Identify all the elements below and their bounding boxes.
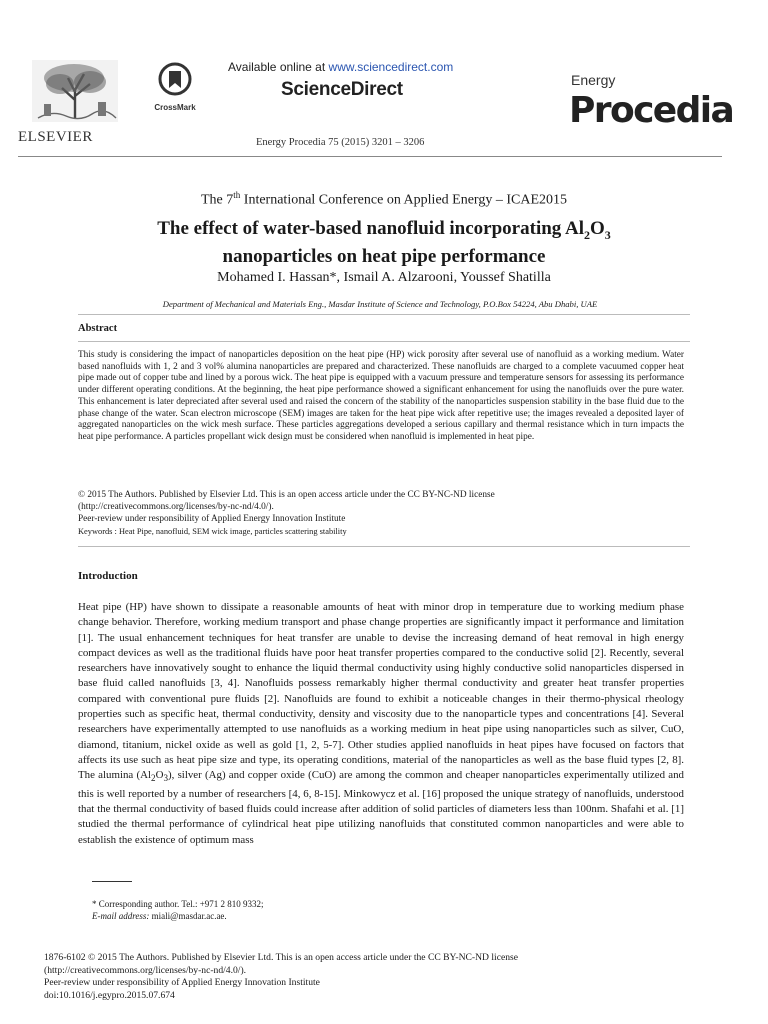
abstract-divider — [78, 314, 690, 315]
intro-subscript: 2 — [151, 773, 156, 784]
intro-text-part1: Heat pipe (HP) have shown to dissipate a reasonable amounts of heat with minor drop in temperature due to working medium phase change behavior. Therefore, working medium transport and phase change properties are significantly impact it performance and limitation [1]. The usual enhancement techniques for heat transfer are unable to devise the increasing demand of heat removal in high energy compact devices as well as the traditional fluids have poor heat transfer properties compared to the conductive solid [2]. Recently, several researchers have innovatively sought to enhance the liquid thermal conductivity using highly conductive solid nanoparticles dispersed in base fluid called nanofluids [3, 4]. Nanofluids possess remarkably higher thermal conductivity and greater heat transfer properties compared with conventional pure fluids [2]. Nanofluids are found to exhibit a noticeable changes in their thermo-physical rheology properties such as specific heat, thermal conductivity, density and viscosity due to the nanoparticle types and concentrations [4]. Several researchers have experimentally attempted to use nanofluids as a working medium in heat pipe using nanoparticles such as silver, CuO, diamond, titanium, nickel oxide as well as gold [1, 2, 5-7]. Other studies applied nanofluids in heat pipes have focused on factors that affects its use such as heat pipe size and type, its operating conditions, material of the nanoparticles as well as the base fluid types [2, 8]. The alumina (Al — [78, 601, 684, 782]
conference-line — [0, 190, 768, 209]
title-subscript: 3 — [604, 227, 611, 242]
copyright-line: © 2015 The Authors. Published by Elsevier Ltd. This is an open access article under the CC BY-NC-ND license — [78, 490, 495, 500]
journal-label: Energy — [571, 72, 616, 88]
crossmark-label: CrossMark — [154, 103, 196, 112]
footer-license-link[interactable]: (http://creativecommons.org/licenses/by-nc-nd/4.0/). — [44, 964, 247, 976]
conference-ordinal: th — [233, 190, 241, 200]
journal-wordmark: Procedia — [569, 90, 734, 131]
email-address[interactable]: miali@masdar.ac.ae. — [149, 911, 227, 921]
page-footer — [44, 952, 518, 1002]
publisher-name: ELSEVIER — [18, 129, 93, 145]
abstract-body — [78, 350, 684, 444]
availability-line — [228, 60, 453, 74]
elsevier-logo — [18, 60, 130, 150]
title-subscript: 2 — [584, 227, 590, 242]
keywords-line: Keywords : Heat Pipe, nanofluid, SEM wick image, particles scattering stability — [78, 526, 347, 536]
meta-divider — [78, 546, 690, 547]
corresponding-author: * Corresponding author. Tel.: +971 2 810 9332; — [92, 899, 264, 909]
footnote — [92, 898, 264, 922]
sciencedirect-wordmark: ScienceDirect — [281, 79, 403, 100]
author-list: Mohamed I. Hassan*, Ismail A. Alzarooni, Youssef Shatilla — [217, 270, 551, 285]
intro-text-part2: ), silver (Ag) and copper oxide (CuO) are among the common and cheaper nanoparticles experimentally utilized and this is well reported by a number of researchers [4, 6, 8-15]. Minkowycz et al. [16] proposed the unique strategy of nanofluids, understood that the thermal conductivity of based fluids could increase after addition of solid particles of diameters less than 100nm. Shafahi et al. [1] studied the thermal performance of cylindrical heat pipe utilizing nanofluids that constituted common nanoparticles and were able to establish the existence of optimum mass — [78, 769, 684, 846]
email-line — [92, 910, 264, 922]
crossmark-badge[interactable] — [152, 62, 198, 112]
abstract-heading-divider — [78, 341, 690, 342]
introduction-body — [78, 600, 684, 848]
introduction-paragraph — [78, 600, 684, 848]
article-meta — [78, 489, 688, 538]
journal-citation: Energy Procedia 75 (2015) 3201 – 3206 — [256, 137, 425, 148]
introduction-heading: Introduction — [78, 570, 138, 582]
footer-peer-review: Peer-review under responsibility of Applied Energy Innovation Institute — [44, 977, 320, 989]
intro-oxygen: O — [155, 769, 164, 782]
title-line2: nanoparticles on heat pipe performance — [222, 245, 546, 267]
license-link[interactable]: (http://creativecommons.org/licenses/by-nc-nd/4.0/). — [78, 502, 274, 513]
peer-review-line: Peer-review under responsibility of Applied Energy Innovation Institute — [78, 514, 346, 525]
title-line1: The effect of water-based nanofluid incorporating Al — [157, 218, 584, 239]
intro-subscript: 3 — [163, 773, 168, 784]
doi-line[interactable]: doi:10.1016/j.egypro.2015.07.674 — [44, 989, 175, 1001]
paper-title — [60, 218, 708, 267]
header-divider — [18, 156, 722, 157]
abstract-heading: Abstract — [78, 323, 118, 334]
journal-header — [0, 0, 768, 160]
availability-prefix: Available online at — [228, 60, 329, 74]
conference-suffix: International Conference on Applied Energy – ICAE2015 — [240, 192, 567, 208]
elsevier-tree-icon — [32, 60, 118, 122]
title-oxygen: O — [590, 218, 605, 239]
affiliation: Department of Mechanical and Materials Eng., Masdar Institute of Science and Technology, P.O.Box 54224, Abu Dhabi, UAE — [162, 299, 598, 309]
footnote-divider — [92, 881, 132, 882]
issn-line: 1876-6102 © 2015 The Authors. Published by Elsevier Ltd. This is an open access article under the CC BY-NC-ND license — [44, 952, 519, 963]
abstract-text: This study is considering the impact of nanoparticles deposition on the heat pipe (HP) wick porosity after several use of nanofluid as a working medium. Water based nanofluids with 1, 2 and 3 vol% alumina nanoparticles are prepared and characterized. These nanofluids are charged to a complete vacuumed copper heat pipe made out of copper tube and lined by a porous wick. The heat pipe is equipped with a vacuum pressure and temperature sensors for assessing its performance under different operating conditions. At the beginning, the heat pipe performance showed a significant enhancement for using the nanofluids over the pure water. This enhancement is later depreciated after several used and raised the concern of the stability of the nanoparticles suspension stability in the base fluid due to the phase change of the water. Scan electron microscope (SEM) images are taken for the heat pipe wick after repetitive use; the images revealed a deposited layer of aggregated nanoparticles on the wick mesh surface. These particles aggregations developed a serious capillary and thermal resistance which in turn impacts the heat pipe performance. A particles propellant wick design must be considered when nanofluid is implemented in heat pipe. — [78, 350, 684, 442]
sciencedirect-link[interactable]: www.sciencedirect.com — [328, 60, 454, 74]
conference-prefix: The 7 — [201, 192, 234, 208]
crossmark-icon — [158, 62, 192, 98]
email-label: E-mail address: — [92, 911, 150, 921]
